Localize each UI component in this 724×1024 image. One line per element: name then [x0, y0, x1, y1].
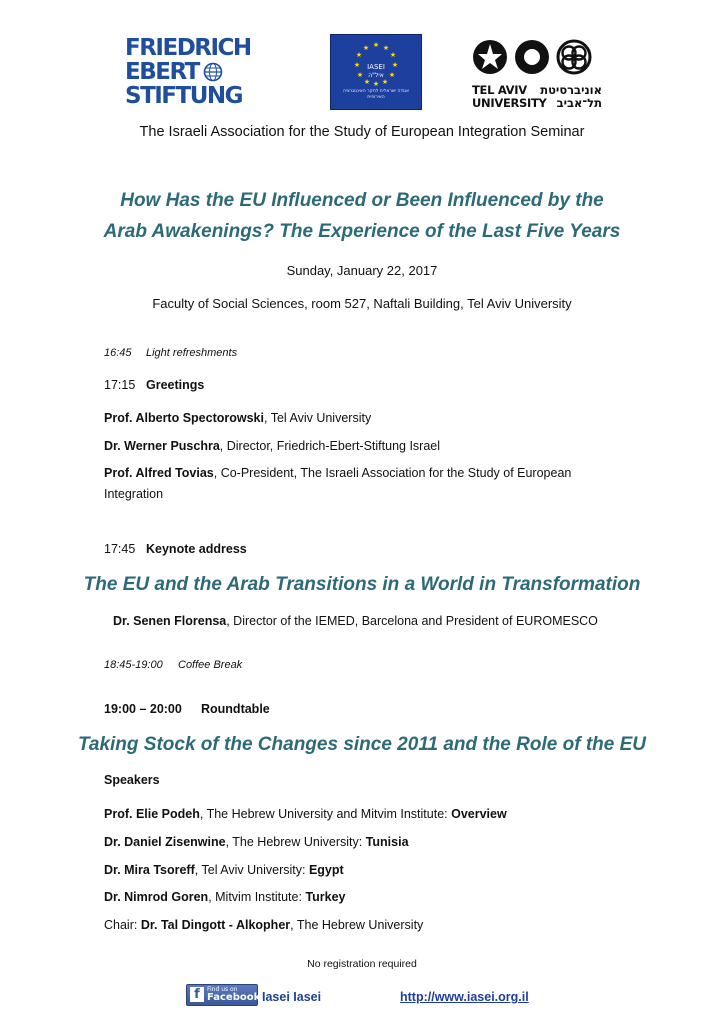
- iasei-subtitle: אגודה ישראלית לחקר האינטגרציה האירופית: [343, 89, 409, 100]
- tau-english-name: TEL AVIV UNIVERSITY: [472, 83, 547, 110]
- event-title-line-2: Arab Awakenings? The Experience of the Last Five Years: [103, 221, 621, 242]
- svg-text:★: ★: [382, 44, 390, 52]
- roundtable-title: Taking Stock of the Changes since 2011 and the Role of the EU: [77, 734, 646, 755]
- event-venue: Faculty of Social Sciences, room 527, Naftali Building, Tel Aviv University: [152, 296, 572, 311]
- greeter-3: Prof. Alfred Tovias, Co-President, The Israeli Association for the Study of European: [104, 466, 572, 480]
- refreshments-item: 16:45 Light refreshments: [104, 347, 238, 359]
- svg-text:★: ★: [372, 41, 380, 49]
- svg-text:★: ★: [381, 78, 389, 86]
- speakers-heading: Speakers: [104, 773, 160, 787]
- greetings-item: 17:15 Greetings: [104, 378, 205, 392]
- tau-circles-icon: [472, 36, 602, 82]
- facebook-icon: f: [190, 987, 204, 1002]
- greeter-1: Prof. Alberto Spectorowski, Tel Aviv University: [104, 411, 372, 425]
- svg-text:★: ★: [391, 61, 399, 69]
- keynote-speaker: Dr. Senen Florensa, Director of the IEMED, Barcelona and President of EUROMESCO: [113, 614, 598, 628]
- keynote-item: 17:45 Keynote address: [104, 542, 247, 556]
- svg-text:★: ★: [363, 78, 371, 86]
- iasei-logo: [330, 34, 422, 110]
- iasei-hebrew-abbr: איל"ה: [368, 72, 384, 79]
- chair: Chair: Dr. Tal Dingott - Alkopher, The Hebrew University: [104, 918, 424, 932]
- svg-text:★: ★: [389, 51, 397, 59]
- svg-text:★: ★: [356, 71, 364, 79]
- speaker-2: Dr. Daniel Zisenwine, The Hebrew University: Tunisia: [104, 835, 409, 849]
- website-link[interactable]: http://www.iasei.org.il: [400, 990, 529, 1004]
- svg-text:★: ★: [355, 51, 363, 59]
- facebook-user-link[interactable]: Iasei Iasei: [262, 990, 322, 1004]
- fes-logo-line-1: FRIEDRICH: [125, 35, 251, 61]
- svg-text:★: ★: [388, 71, 396, 79]
- fes-logo: [125, 36, 250, 110]
- event-date: Sunday, January 22, 2017: [286, 263, 438, 278]
- speaker-3: Dr. Mira Tsoreff, Tel Aviv University: Egypt: [104, 863, 344, 877]
- keynote-title: The EU and the Arab Transitions in a World in Transformation: [83, 574, 641, 595]
- tau-logo: [472, 36, 602, 112]
- facebook-badge[interactable]: f Find us on Facebook: [186, 984, 258, 1006]
- svg-text:★: ★: [353, 61, 361, 69]
- globe-icon: [203, 62, 223, 82]
- svg-text:★: ★: [362, 44, 370, 52]
- greeter-2: Dr. Werner Puschra, Director, Friedrich-Ebert-Stiftung Israel: [104, 439, 441, 453]
- seminar-heading: The Israeli Association for the Study of European Integration Seminar: [139, 124, 585, 140]
- no-registration-note: No registration required: [307, 958, 417, 970]
- speaker-1: Prof. Elie Podeh, The Hebrew University and Mitvim Institute: Overview: [104, 807, 507, 821]
- tau-hebrew-name: אוניברסיטת תל־אביב: [540, 83, 602, 110]
- roundtable-item: 19:00 – 20:00 Roundtable: [104, 702, 270, 716]
- iasei-abbr: IASEI: [367, 63, 385, 71]
- coffee-break-item: 18:45-19:00 Coffee Break: [104, 659, 243, 671]
- fes-logo-line-2: EBERT: [125, 59, 199, 85]
- svg-text:★: ★: [372, 80, 380, 88]
- fes-logo-line-3: STIFTUNG: [125, 83, 243, 109]
- event-title-line-1: How Has the EU Influenced or Been Influenced by the: [120, 190, 604, 211]
- greeter-3-cont: Integration: [104, 487, 164, 501]
- speaker-4: Dr. Nimrod Goren, Mitvim Institute: Turkey: [104, 890, 346, 904]
